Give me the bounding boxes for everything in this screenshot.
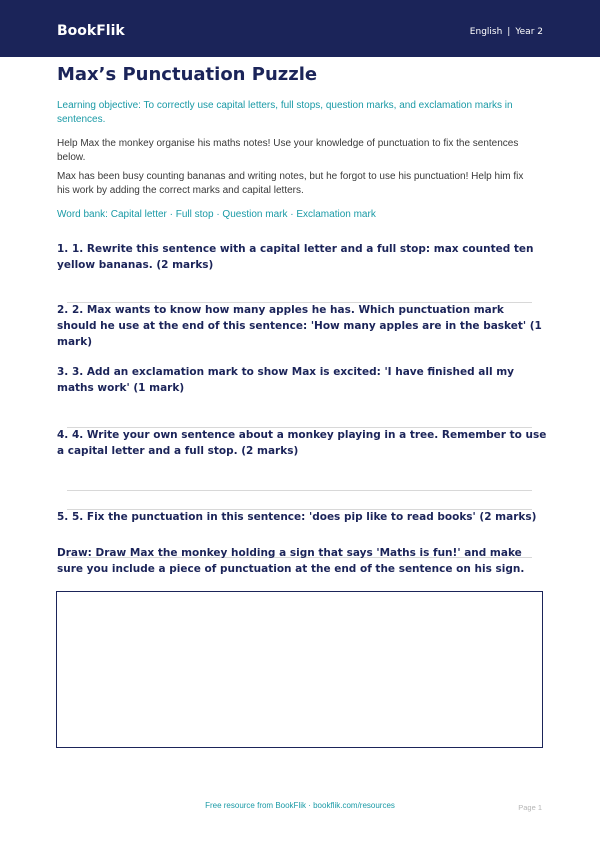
question-2: 2. 2. Max wants to know how many apples he has. Which punctuation mark should he use at the end of this sentence: 'How many apples are in the basket' (1 mark) [57,304,542,348]
drawing-area[interactable] [56,591,543,748]
learning-objective: Learning objective: To correctly use capital letters, full stops, question marks, and exclamation marks in sentences. [57,100,513,125]
answer-line[interactable] [67,490,532,491]
intro-paragraph-2: Max has been busy counting bananas and writing notes, but he forgot to use his punctuation! Help him fix his work by adding the correct marks and capital letters. [57,171,524,196]
brand-logo[interactable]: BookFlik [57,23,125,39]
question-3: 3. 3. Add an exclamation mark to show Max is excited: 'I have finished all my maths work' (1 mark) [57,366,515,394]
header-separator: | [507,27,511,37]
intro-paragraph-1: Help Max the monkey organise his maths notes! Use your knowledge of punctuation to fix the sentences below. [57,138,519,163]
question-4: 4. 4. Write your own sentence about a monkey playing in a tree. Remember to use a capital letter and a full stop. (2 marks) [57,429,547,457]
page-number: Page 1 [518,803,542,812]
question-5: 5. 5. Fix the punctuation in this sentence: 'does pip like to read books' (2 marks) [57,511,537,523]
worksheet-title: Max’s Punctuation Puzzle [57,64,318,85]
footer-credit[interactable]: Free resource from BookFlik · bookflik.com/resources [205,801,395,810]
question-1: 1. 1. Rewrite this sentence with a capital letter and a full stop: max counted ten yellow bananas. (2 marks) [57,243,534,271]
draw-task: Draw: Draw Max the monkey holding a sign that says 'Maths is fun!' and make sure you include a piece of punctuation at the end of the sentence on his sign. [57,547,525,575]
year-label: Year 2 [515,27,543,37]
subject-label: English [469,27,503,37]
subject-year [470,27,543,37]
header-bar [0,0,600,57]
word-bank: Word bank: Capital letter · Full stop · Question mark · Exclamation mark [57,209,376,220]
